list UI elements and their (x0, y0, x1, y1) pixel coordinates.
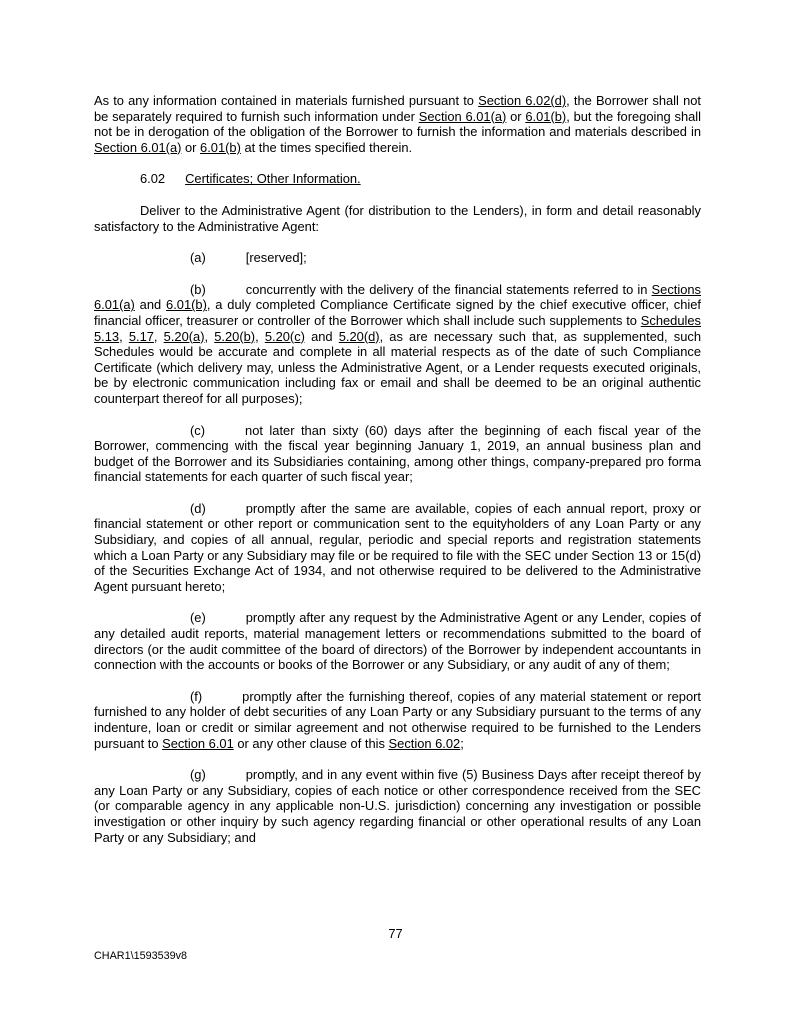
section-heading (94, 171, 701, 187)
section-reference: 6.01(b) (200, 139, 241, 155)
text-run: Deliver to the Administrative Agent (for distribution to the Lenders), in form and detail reasonably satisfactory to the Administrative Agent: (94, 202, 701, 234)
clause-a (94, 250, 701, 266)
text-run: , (119, 328, 129, 344)
clause-letter: (e) (190, 610, 206, 626)
text-run: at the times specified therein. (240, 139, 413, 155)
clause-f (94, 689, 701, 751)
section-reference: 6.01(b) (525, 108, 567, 124)
text-run: , the Borrower shall not be separately required to furnish such information under (94, 93, 701, 124)
section-reference: Certificates; Other Information. (185, 171, 361, 187)
section-reference: Section 6.01 (162, 735, 234, 751)
text-run: promptly after the furnishing thereof, copies of any material statement or report furnished to any holder of debt securities of any Loan Party or any Subsidiary pursuant to the terms of any indenture, loan or credit or similar agreement and not otherwise required to be furnished to the Lenders pursuant to (94, 688, 701, 751)
text-run: promptly after the same are available, copies of each annual report, proxy or financial statement or other report or communication sent to the equityholders of any Loan Party or any Subsidiary, and copies of all annual, regular, periodic and special reports and registration statements which a Loan Party or any Subsidiary may file or be required to file with the SEC under Section 13 or 15(d) of the Securities Exchange Act of 1934, and not otherwise required to be delivered to the Administrative Agent pursuant hereto; (94, 500, 701, 594)
text-run: , (204, 328, 215, 344)
continuation-paragraph (94, 93, 701, 155)
clause-letter: (f) (190, 688, 203, 704)
section-reference: 5.20(b) (214, 328, 256, 344)
document-id-stamp: CHAR1\1593539v8 (94, 950, 188, 962)
clause-letter: (g) (190, 767, 206, 783)
clause-b (94, 282, 701, 407)
document-body (94, 93, 701, 861)
section-reference: Sections 6.01(a) (94, 281, 701, 313)
section-reference: Section 6.02 (388, 735, 461, 751)
text-run: , but the foregoing shall not be in derogation of the obligation of the Borrower to furnish the information and materials described in (94, 108, 702, 140)
section-reference: 5.20(a) (163, 328, 205, 344)
page-number: 77 (388, 926, 403, 941)
clause-letter: (c) (190, 422, 206, 438)
text-run: As to any information contained in materials furnished pursuant to (94, 93, 479, 108)
text-run: not later than sixty (60) days after the beginning of each fiscal year of the Borrower, commencing with the fiscal year beginning January 1, 2019, an annual business plan and budget of the Borrower and its Subsidiaries containing, among other things, company-prepared pro forma financial statements for each quarter of such fiscal year; (94, 422, 701, 485)
heading-number: 6.02 (140, 171, 166, 187)
lead-in-paragraph (94, 203, 701, 234)
text-run: concurrently with the delivery of the financial statements referred to in (245, 281, 652, 297)
section-reference: 5.20(d) (338, 328, 380, 344)
text-run: or (506, 108, 526, 124)
section-reference: Section 6.01(a) (94, 139, 182, 155)
section-reference: Section 6.01(a) (418, 108, 507, 124)
text-run: and (134, 297, 167, 313)
section-reference: Schedules 5.13 (94, 312, 701, 344)
clause-letter: (d) (190, 500, 206, 516)
clause-e (94, 610, 701, 672)
text-run: promptly after any request by the Administrative Agent or any Lender, copies of any detailed audit reports, material management letters or recommendations submitted to the board of directors (or the audit committee of the board of directors) of the Borrower by independent accountants in connection with the accounts or books of the Borrower or any Subsidiary, or any audit of any of them; (94, 610, 701, 673)
clause-letter: (a) (190, 250, 206, 266)
text-run: , a duly completed Compliance Certificate signed by the chief executive officer, chief financial officer, treasurer or controller of the Borrower which shall include such supplements to (94, 297, 702, 328)
clause-c (94, 423, 701, 485)
text-run: , as are necessary such that, as supplemented, such Schedules would be accurate and complete in all material respects as of the date of such Compliance Certificate (which delivery may, unless the Administrative Agent, or a Lender requests executed originals, be by electronic communication including fax or email and shall be deemed to be an original authentic counterpart thereof for all purposes); (94, 328, 702, 406)
section-reference: Section 6.02(d) (478, 93, 567, 108)
text-run: [reserved]; (245, 250, 307, 266)
section-reference: 6.01(b) (166, 297, 207, 313)
text-run: , (255, 328, 265, 344)
text-run: promptly, and in any event within five (5) Business Days after receipt thereof by any Loan Party or any Subsidiary, copies of each notice or other correspondence received from the SEC (or comparable agency in any applicable non-U.S. jurisdiction) concerning any investigation or possible investigation or other inquiry by such agency regarding financial or other operational results of any Loan Party or any Subsidiary; and (94, 767, 701, 845)
text-run: and (304, 328, 339, 344)
clause-letter: (b) (190, 281, 206, 297)
text-run: ; (460, 735, 464, 751)
clause-g (94, 767, 701, 845)
text-run: or any other clause of this (233, 735, 389, 751)
text-run: or (181, 139, 201, 155)
clause-d (94, 501, 701, 595)
section-reference: 5.20(c) (264, 328, 305, 344)
section-reference: 5.17 (128, 328, 154, 344)
text-run: , (153, 328, 164, 344)
